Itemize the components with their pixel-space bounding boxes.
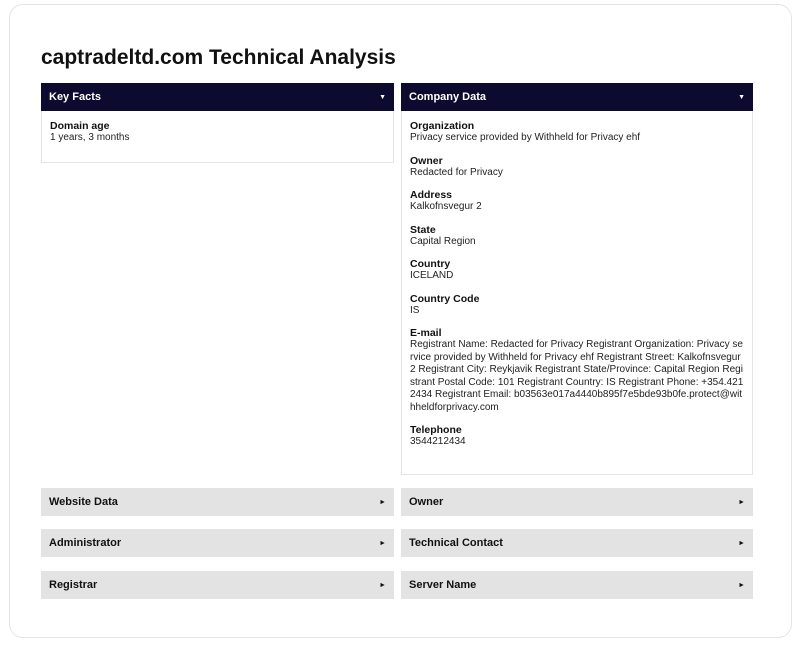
owner-header[interactable]: [401, 488, 753, 516]
field-state: [410, 224, 744, 249]
registrar-title: Registrar: [49, 579, 98, 591]
field-label: Organization: [410, 120, 475, 132]
caret-right-icon: ►: [738, 581, 745, 589]
field-value: Registrant Name: Redacted for Privacy Registrant Organization: Privacy service provided by Withheld for Privacy ehf Registrant Street: Kalkofnsvegur 2 Registrant City: Reykjavik Registrant State/Province: Capital Region Registrant Postal Code: 101 Registrant Country: IS Registrant Phone: +354.4212434 Registrant Email: b03563e017a4440b895f7e5bde93b0fe.protect@withheldforprivacy.com: [410, 339, 744, 413]
owner-title: Owner: [409, 496, 444, 508]
field-value: ICELAND: [410, 270, 454, 281]
administrator-header[interactable]: [41, 529, 394, 557]
server-name-header[interactable]: [401, 571, 753, 599]
technical-contact-header[interactable]: [401, 529, 753, 557]
company-data-body: [401, 111, 753, 475]
field-value: Kalkofnsvegur 2: [410, 201, 482, 212]
field-label: Owner: [410, 154, 443, 167]
caret-down-icon: ▼: [738, 93, 745, 101]
caret-right-icon: ►: [738, 498, 745, 506]
administrator-title: Administrator: [49, 537, 122, 549]
key-facts-body: [41, 111, 394, 163]
registrar-header[interactable]: [41, 571, 394, 599]
caret-right-icon: ►: [379, 498, 386, 506]
company-data-title: Company Data: [409, 91, 487, 103]
field-value: 1 years, 3 months: [50, 132, 130, 143]
field-label: State: [410, 223, 436, 236]
key-facts-header[interactable]: [41, 83, 394, 111]
field-value: Capital Region: [410, 235, 476, 247]
field-value: IS: [410, 304, 420, 316]
field-address: [410, 189, 744, 214]
caret-right-icon: ►: [379, 581, 386, 589]
field-label: Country Code: [410, 292, 480, 305]
field-owner: [410, 155, 744, 180]
technical-contact-title: Technical Contact: [409, 537, 503, 549]
field-value: Redacted for Privacy: [410, 166, 503, 178]
field-value: 3544212434: [410, 436, 466, 447]
field-label: Domain age: [50, 120, 110, 132]
field-label: Address: [410, 189, 453, 201]
website-data-title: Website Data: [49, 496, 118, 508]
server-name-title: Server Name: [409, 579, 477, 591]
key-facts-title: Key Facts: [49, 91, 101, 103]
field-label: Country: [410, 258, 451, 270]
field-domain-age: [50, 120, 385, 145]
field-organization: [410, 120, 744, 145]
field-telephone: [410, 424, 744, 449]
field-label: Telephone: [410, 424, 462, 436]
field-country-code: [410, 293, 744, 318]
website-data-header[interactable]: [41, 488, 394, 516]
caret-right-icon: ►: [738, 539, 745, 547]
company-data-header[interactable]: [401, 83, 753, 111]
field-label: E-mail: [410, 327, 442, 339]
page-title: captradeltd.com Technical Analysis: [41, 46, 396, 69]
caret-down-icon: ▼: [379, 93, 386, 101]
field-country: [410, 258, 744, 283]
caret-right-icon: ►: [379, 539, 386, 547]
field-email: [410, 327, 744, 414]
field-value: Privacy service provided by Withheld for Privacy ehf: [410, 132, 641, 143]
